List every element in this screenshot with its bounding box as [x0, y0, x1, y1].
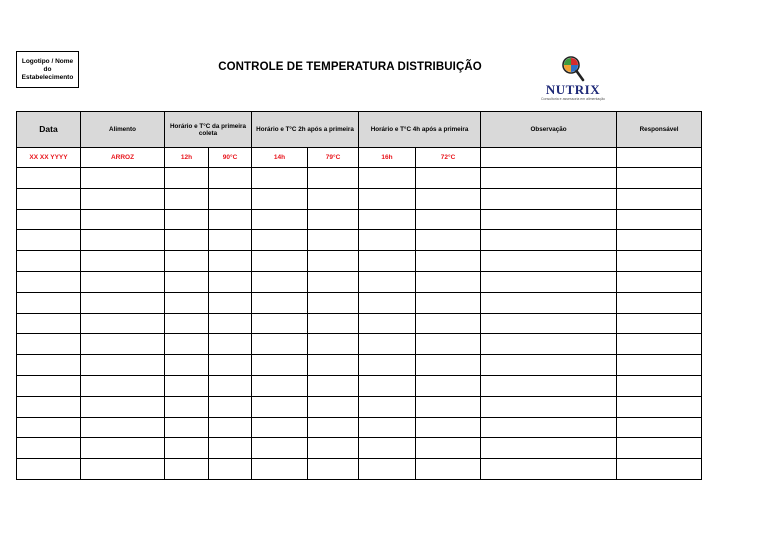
cell-temp-2[interactable]: 79°C — [308, 148, 359, 168]
cell-alimento[interactable]: ARROZ — [81, 148, 165, 168]
cell-temp-1[interactable] — [209, 271, 252, 292]
cell-hora-3[interactable] — [359, 375, 416, 396]
cell-temp-1[interactable] — [209, 375, 252, 396]
cell-temp-1[interactable]: 90°C — [209, 148, 252, 168]
cell-data[interactable] — [17, 438, 81, 459]
cell-alimento[interactable] — [81, 459, 165, 480]
table-row — [17, 459, 702, 480]
table-row — [17, 375, 702, 396]
cell-hora-1[interactable] — [165, 251, 209, 272]
cell-hora-3[interactable] — [359, 313, 416, 334]
cell-hora-2[interactable] — [252, 417, 308, 438]
cell-hora-3[interactable]: 16h — [359, 148, 416, 168]
cell-temp-2[interactable] — [308, 230, 359, 251]
col-header-4h: Horário e T°C 4h após a primeira — [359, 112, 481, 148]
cell-temp-3[interactable] — [416, 459, 481, 480]
cell-responsavel[interactable] — [617, 459, 702, 480]
cell-observacao[interactable] — [481, 209, 617, 230]
cell-responsavel[interactable] — [617, 230, 702, 251]
cell-hora-2[interactable] — [252, 230, 308, 251]
cell-hora-2[interactable] — [252, 459, 308, 480]
cell-temp-2[interactable] — [308, 271, 359, 292]
cell-temp-3[interactable] — [416, 168, 481, 189]
cell-data[interactable] — [17, 459, 81, 480]
table-row — [17, 271, 702, 292]
cell-temp-1[interactable] — [209, 251, 252, 272]
cell-responsavel[interactable] — [617, 396, 702, 417]
cell-hora-2[interactable] — [252, 188, 308, 209]
cell-temp-2[interactable] — [308, 168, 359, 189]
cell-data[interactable] — [17, 355, 81, 376]
cell-responsavel[interactable] — [617, 271, 702, 292]
cell-alimento[interactable] — [81, 355, 165, 376]
brand-name: NUTRIX — [545, 82, 601, 97]
table-row — [17, 251, 702, 272]
cell-data[interactable] — [17, 209, 81, 230]
cell-temp-1[interactable] — [209, 417, 252, 438]
col-header-responsavel: Responsável — [617, 112, 702, 148]
cell-hora-3[interactable] — [359, 396, 416, 417]
cell-data[interactable] — [17, 271, 81, 292]
logo-placeholder-box — [16, 51, 79, 88]
cell-hora-2[interactable] — [252, 209, 308, 230]
col-header-data: Data — [17, 112, 81, 148]
cell-temp-2[interactable] — [308, 438, 359, 459]
cell-hora-3[interactable] — [359, 417, 416, 438]
cell-observacao[interactable] — [481, 188, 617, 209]
cell-responsavel[interactable] — [617, 313, 702, 334]
cell-temp-1[interactable] — [209, 396, 252, 417]
cell-data[interactable] — [17, 292, 81, 313]
cell-observacao[interactable] — [481, 230, 617, 251]
cell-temp-2[interactable] — [308, 313, 359, 334]
cell-hora-3[interactable] — [359, 292, 416, 313]
cell-hora-2[interactable] — [252, 396, 308, 417]
cell-data[interactable]: XX XX YYYY — [17, 148, 81, 168]
col-header-primeira-coleta: Horário e T°C da primeira coleta — [165, 112, 252, 148]
cell-temp-1[interactable] — [209, 355, 252, 376]
cell-data[interactable] — [17, 417, 81, 438]
table-row — [17, 188, 702, 209]
page-title: CONTROLE DE TEMPERATURA DISTRIBUIÇÃO — [218, 61, 482, 73]
cell-observacao[interactable] — [481, 334, 617, 355]
cell-temp-1[interactable] — [209, 459, 252, 480]
table-row — [17, 168, 702, 189]
cell-temp-3[interactable] — [416, 355, 481, 376]
cell-temp-2[interactable] — [308, 292, 359, 313]
table-row — [17, 292, 702, 313]
brand-tagline: Consultoria e assessoria em alimentação — [540, 97, 605, 101]
cell-data[interactable] — [17, 375, 81, 396]
cell-observacao[interactable] — [481, 271, 617, 292]
cell-alimento[interactable] — [81, 209, 165, 230]
cell-hora-2[interactable]: 14h — [252, 148, 308, 168]
cell-data[interactable] — [17, 396, 81, 417]
cell-responsavel[interactable] — [617, 355, 702, 376]
cell-hora-1[interactable] — [165, 230, 209, 251]
cell-hora-1[interactable] — [165, 292, 209, 313]
cell-temp-3[interactable] — [416, 188, 481, 209]
table-row — [17, 417, 702, 438]
cell-hora-1[interactable] — [165, 355, 209, 376]
cell-hora-1[interactable] — [165, 396, 209, 417]
cell-responsavel[interactable] — [617, 188, 702, 209]
cell-responsavel[interactable] — [617, 251, 702, 272]
cell-hora-1[interactable] — [165, 188, 209, 209]
cell-responsavel[interactable] — [617, 168, 702, 189]
cell-temp-3[interactable] — [416, 438, 481, 459]
cell-responsavel[interactable] — [617, 148, 702, 168]
cell-temp-3[interactable] — [416, 230, 481, 251]
cell-observacao[interactable] — [481, 313, 617, 334]
table-row — [17, 355, 702, 376]
cell-hora-1[interactable] — [165, 271, 209, 292]
cell-temp-1[interactable] — [209, 230, 252, 251]
cell-temp-3[interactable]: 72°C — [416, 148, 481, 168]
cell-temp-1[interactable] — [209, 334, 252, 355]
cell-hora-2[interactable] — [252, 355, 308, 376]
brand-logo — [538, 55, 608, 105]
cell-temp-3[interactable] — [416, 313, 481, 334]
cell-hora-2[interactable] — [252, 313, 308, 334]
temperature-table — [16, 111, 702, 480]
cell-hora-2[interactable] — [252, 438, 308, 459]
cell-alimento[interactable] — [81, 438, 165, 459]
cell-temp-2[interactable] — [308, 355, 359, 376]
cell-temp-2[interactable] — [308, 334, 359, 355]
table-row — [17, 313, 702, 334]
cell-hora-1[interactable] — [165, 209, 209, 230]
cell-observacao[interactable] — [481, 148, 617, 168]
cell-responsavel[interactable] — [617, 438, 702, 459]
example-row — [17, 148, 702, 168]
cell-hora-3[interactable] — [359, 355, 416, 376]
cell-temp-1[interactable] — [209, 168, 252, 189]
cell-temp-2[interactable] — [308, 417, 359, 438]
cell-hora-2[interactable] — [252, 292, 308, 313]
logo-placeholder-text: Logotipo / Nome do Estabelecimento — [21, 57, 74, 81]
cell-temp-3[interactable] — [416, 292, 481, 313]
col-header-observacao: Observação — [481, 112, 617, 148]
magnifier-with-food-icon — [560, 55, 586, 83]
cell-hora-2[interactable] — [252, 168, 308, 189]
cell-hora-1[interactable] — [165, 313, 209, 334]
cell-hora-3[interactable] — [359, 459, 416, 480]
cell-temp-1[interactable] — [209, 188, 252, 209]
cell-hora-3[interactable] — [359, 271, 416, 292]
cell-alimento[interactable] — [81, 251, 165, 272]
cell-responsavel[interactable] — [617, 292, 702, 313]
cell-observacao[interactable] — [481, 292, 617, 313]
cell-temp-3[interactable] — [416, 334, 481, 355]
cell-alimento[interactable] — [81, 417, 165, 438]
cell-hora-1[interactable] — [165, 438, 209, 459]
cell-hora-3[interactable] — [359, 230, 416, 251]
cell-hora-1[interactable] — [165, 168, 209, 189]
cell-hora-1[interactable] — [165, 375, 209, 396]
table-row — [17, 209, 702, 230]
cell-alimento[interactable] — [81, 375, 165, 396]
cell-data[interactable] — [17, 188, 81, 209]
cell-temp-1[interactable] — [209, 438, 252, 459]
cell-observacao[interactable] — [481, 355, 617, 376]
cell-observacao[interactable] — [481, 375, 617, 396]
cell-hora-1[interactable] — [165, 334, 209, 355]
cell-observacao[interactable] — [481, 417, 617, 438]
cell-responsavel[interactable] — [617, 334, 702, 355]
col-header-2h: Horário e T°C 2h após a primeira — [252, 112, 359, 148]
table-header-row — [17, 112, 702, 148]
cell-temp-3[interactable] — [416, 251, 481, 272]
cell-observacao[interactable] — [481, 438, 617, 459]
cell-data[interactable] — [17, 334, 81, 355]
cell-alimento[interactable] — [81, 230, 165, 251]
cell-temp-1[interactable] — [209, 292, 252, 313]
cell-temp-3[interactable] — [416, 209, 481, 230]
cell-data[interactable] — [17, 230, 81, 251]
cell-temp-3[interactable] — [416, 396, 481, 417]
cell-observacao[interactable] — [481, 251, 617, 272]
table-row — [17, 334, 702, 355]
cell-observacao[interactable] — [481, 459, 617, 480]
cell-alimento[interactable] — [81, 334, 165, 355]
cell-alimento[interactable] — [81, 271, 165, 292]
cell-temp-2[interactable] — [308, 375, 359, 396]
cell-hora-3[interactable] — [359, 188, 416, 209]
cell-temp-1[interactable] — [209, 313, 252, 334]
cell-observacao[interactable] — [481, 168, 617, 189]
cell-hora-3[interactable] — [359, 438, 416, 459]
cell-hora-3[interactable] — [359, 209, 416, 230]
cell-temp-2[interactable] — [308, 459, 359, 480]
table-row — [17, 396, 702, 417]
cell-alimento[interactable] — [81, 396, 165, 417]
table-row — [17, 438, 702, 459]
cell-hora-3[interactable] — [359, 251, 416, 272]
cell-alimento[interactable] — [81, 292, 165, 313]
cell-hora-2[interactable] — [252, 251, 308, 272]
cell-hora-2[interactable] — [252, 271, 308, 292]
cell-temp-3[interactable] — [416, 375, 481, 396]
col-header-alimento: Alimento — [81, 112, 165, 148]
cell-temp-1[interactable] — [209, 209, 252, 230]
table-row — [17, 230, 702, 251]
cell-hora-1[interactable]: 12h — [165, 148, 209, 168]
cell-hora-3[interactable] — [359, 168, 416, 189]
cell-temp-3[interactable] — [416, 417, 481, 438]
cell-hora-2[interactable] — [252, 334, 308, 355]
cell-temp-2[interactable] — [308, 396, 359, 417]
cell-hora-3[interactable] — [359, 334, 416, 355]
cell-data[interactable] — [17, 313, 81, 334]
cell-alimento[interactable] — [81, 313, 165, 334]
cell-data[interactable] — [17, 168, 81, 189]
cell-temp-2[interactable] — [308, 251, 359, 272]
cell-alimento[interactable] — [81, 168, 165, 189]
cell-temp-3[interactable] — [416, 271, 481, 292]
cell-responsavel[interactable] — [617, 375, 702, 396]
cell-temp-2[interactable] — [308, 188, 359, 209]
cell-responsavel[interactable] — [617, 209, 702, 230]
cell-observacao[interactable] — [481, 396, 617, 417]
cell-hora-1[interactable] — [165, 417, 209, 438]
cell-alimento[interactable] — [81, 188, 165, 209]
cell-responsavel[interactable] — [617, 417, 702, 438]
cell-temp-2[interactable] — [308, 209, 359, 230]
cell-data[interactable] — [17, 251, 81, 272]
cell-hora-1[interactable] — [165, 459, 209, 480]
cell-hora-2[interactable] — [252, 375, 308, 396]
